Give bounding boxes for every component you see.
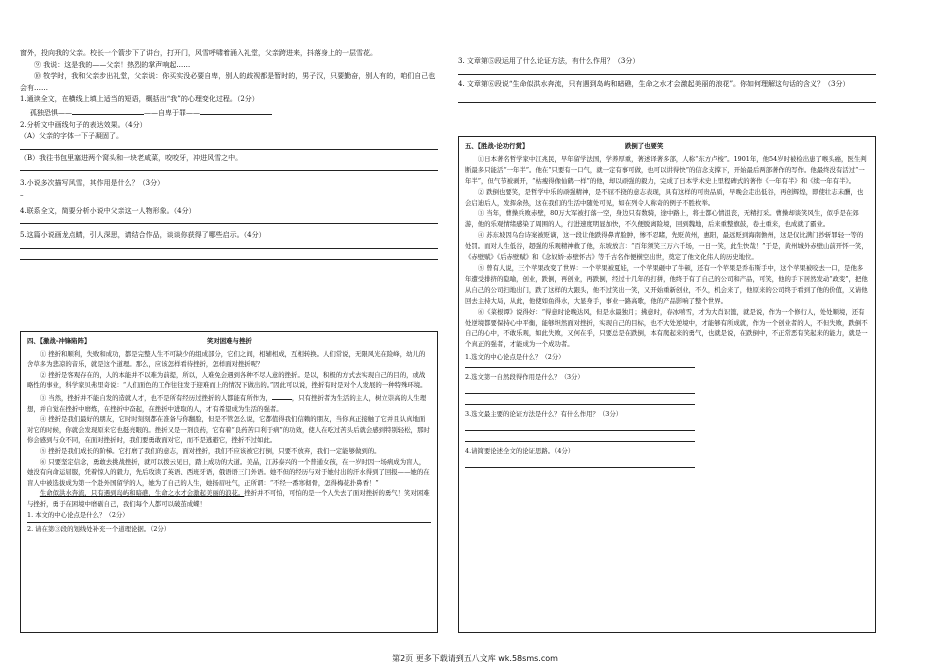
question-3: 3.选文最主要的论证方法是什么？有什么作用？（3分） [465,410,623,419]
left-column [20,48,438,260]
question-1: 1.通读全文，在横线上填上适当的短语，概括出“我”的心理变化过程。（2分） [20,95,259,104]
passage-paragraph: ⑤ 曾有人说，三个苹果改变了世界：一个苹果被夏娃，一个苹果砸中了牛顿，还有一个苹果是乔布斯手中，这个苹果被咬去一口，是他多年遭受排挤的隐喻，创业，跌倒，再创业，再跌倒，经过十几年的打拼，他终于有了自己的公司和产品，可笑，他的手下居然发动“政变”，把他从自己的公司扫地出门，跌了这样的大跟头，他不过笑出一笑，又开始重新创业，不久，机会来了，他原来的公司终于看到了他的价值，又请他回去主持大局，从此，他使如鱼得水，大显身手，事业一路高歌，他的产品影响了整个世界。 [465,263,868,305]
passage-paragraph: ④ 挫折是我们最好的朋友，它时时刻刻都在准备与你翻脸，但是不管怎么说，它都值得我们信赖的朋友，当你真正接触了它并且认真地面对它的时候，你就会发现原来它也挺亮眼的。挫折又是一剂良药，它有着“良药苦口利于病”的功效，使人在吃过苦头后就会感到特别轻松，那时你会感到与众不同，在面对挫折时，我们要勇敢面对它，而不是逃避它，挫折不过如此。 [27,415,430,445]
question-1-chain: 孤独恐惧—— ——自卑于罪—— [20,106,438,120]
section-tag: 五、【胜战-论功行赏】 [465,142,529,150]
passage-paragraph: 生命似洪水奔流，只有遇到岛屿和暗礁，生命之水才会激起美丽的浪花。挫折并不可怕，可怕的是一个人失去了面对挫折的勇气！笑对困难与挫折，勇于在困境中磨砺自己，我们每个人都可以破茧成蝶！ [27,489,430,508]
question-1: 1. 本文的中心论点是什么？（2分） [27,510,129,519]
question-3-mark: – [20,190,24,199]
answer-line[interactable] [465,367,695,368]
passage-paragraph: ⑩ 牧学时，我和父亲步出礼堂，父亲说：你买实没必要自卑，别人的歧视都是暂时的，男子汉，只要勤奋，别人有的，咱们自己也会有…… [20,72,436,92]
section-title: 跌倒了也要笑 [625,142,664,150]
passage-paragraph: ⑥《菜根谭》说得好：“得意时论晚达风，但是水最独月；拂意时，春冰嘻雪，才为大肖识篦，就是说，作为一个修行人，处处顺境，还有处逆境都要保持心中平衡，能够坦然面对挫折，实现自己的目标，也不大处逆境中，才能够有所成就，作为一个创业者的人，不但失败，跌倒不自己的心中，不敢乐观，如此失败，又何在乎，只要总是在跌倒，本有爬起来的勇气，也就是说，在跌倒中，不正常恶有笑起来的能力，就是一个真正的强者，才能成为一个成功者。 [465,307,868,349]
answer-line[interactable] [458,74,876,75]
section-five-box [458,136,876,633]
question-4: 4.请简要论述全文的论证思路。（4分） [465,446,575,455]
answer-line[interactable] [458,102,876,103]
question-4: 4. 文章第⑥段说“生命似洪水奔流，只有遇到岛屿和暗礁，生命之水才会激起美丽的浪花”。你如何理解这句话的含义？（3分） [458,79,850,88]
section-header [465,141,869,152]
question-3: 3.小说多次描写风雪，其作用是什么？（3分） [20,179,165,188]
answer-blank[interactable] [200,106,272,115]
answer-line[interactable] [465,441,695,442]
passage-paragraph: ⑤ 挫折是我们成长的阶梯。它打磨了我们的意志，面对挫折，我们不应该被它打倒，只要不放弃，我们一定能够做到的。 [39,446,381,455]
answer-line[interactable] [465,430,695,431]
answer-blank[interactable] [72,106,144,115]
answer-line[interactable] [20,170,438,171]
section-header [27,336,431,347]
passage-paragraph: ④ 苏东坡因乌台诗案被贬谪，这一段让他跌得鼻青脸肿，惨不忍睹，先贬黄州，惠阳，最远贬到海南儋州，这是仅比满门抄斩罪轻一等的处罚。而对人生低谷，超强的乐观精神救了他，东坡放言：“百年须笑三万六千场，一日一笑，此生快哉！”于是，黄州城外赤壁山前开怀一笑，《赤壁赋》《后赤壁赋》和《念奴娇·赤壁怀古》等千古名作便横空出世，奠定了他文化伟人的历史地位。 [465,231,868,262]
question-5: 5.这篇小说画龙点睛，引人深思，请结合作品，谈谈你获得了哪些启示。（4分） [20,231,266,240]
passage-paragraph: ⑨ 我说：这是我的——父亲！热烈的掌声响起…… [34,60,191,69]
question-2: 2.选文第一自然段得作用是什么？（3分） [465,373,584,382]
passage-paragraph: ② 跌倒也要笑，是哲学中乐的顽强精神，是不屈不挠的意志表现，具有这样的可贵品质，早晚会走出低谷，再创辉煌，即使壮志未酬，也会启迪后人，发挥余热，这在我们的生活中随处可见，如在列令人称奇的例子不胜枚举。 [465,187,864,207]
passage-paragraph: ② 挫折是客观存在的，人的本能并不以难为前提，所以，人难免会遇到各种不尽人意的挫折。是以，积极的方式去实现自己的目的，或战略性的事业，科学家贝弗里奇说：“人们面色的工作往往发于迎难而上的情况下做出的。”因此可以说，挫折有时是对个人发展的一种特殊环境。 [27,370,427,390]
section-tag: 四、【激战-冲锋陷阵】 [27,337,91,345]
question-2: 2.分析文中画线句子的表达效果。（4分） [20,120,147,129]
answer-line[interactable] [465,404,695,405]
answer-line[interactable] [20,149,438,150]
passage-paragraph: ①日本著名哲学家中江兆民，早年留学法国，学养厚重，著述译著多部，人称“东方卢梭”。1901年，他54岁时被检出患了喉头癌，医生判断最多只能活“一年半”。他在“只要有一口气，就一定有事可做，也可以讲得快”的信念支撑下，开始最后两部著作的写作。他最终没有活过“一年半”，但气节被剥开，“枯瘦得像仙鹤一样”的他，却以顽强的毅力，完成了日本学术史上里程碑式的著作《一年有半》和《续一年有半》。 [465,154,867,185]
answer-line[interactable] [20,223,438,224]
answer-line[interactable] [27,522,431,523]
passage-paragraph: ③ 当年，曹操兵败赤壁，80万大军被打落一空，身边只有数骑，途中路上，将士都心情沮丧，无精打采。曹操却谈笑风生，似乎是在郊游，他的乐观情绪感染了周围的人，行进速度明显加快，不久便脱离险境，回到魏地，后来重整旗鼓，卷土重来，也成就了霸业。 [465,209,859,229]
passage-paragraph: ⑥ 只要坚定信念，勇敢去挑战挫折，就可以拨云见日，踏上成功的大道。美晶，江苏泰兴的一个普通女孩，在一岁时因一场病成为盲人，她没有向命运屈服，凭着惊人的毅力，先后攻读了英语、西班牙语，俄语语三门外语。她不但的经历与对于她付出的汗水得到了回报——她的在盲人中被选拔成为第一个赴外国留学的人，她为了自己的人生，她扬眉吐气，正所谓：“不经一番寒彻骨，怎得梅花扑鼻香！” [27,457,430,487]
passage-paragraph: 窗外，投向我的父亲。校长一个箭步下了讲台，打开门，风雪呼啸着涌入礼堂，父亲跨进来，抖落身上的一层雪花。 [20,49,377,57]
passage-paragraph: ③ 当然，挫折并不能自发的造就人才，也不是所有经历过挫折的人都能有所作为， ，只有挫折者为生活的主人，树立崇高的人生理想，并自觉在挫折中磨炼，在挫折中奋起，在挫折中进取的人，才有希望成为生活的强者。 [27,391,431,414]
question-1: 1.选文的中心论点是什么？（2分） [465,353,565,362]
question-2: 2. 请在第③段的划线处补充一个道理论据。（2分） [27,525,171,534]
answer-blank[interactable] [272,391,292,400]
passage-paragraph: ① 挫折和顺利，失败和成功，都是完整人生不可缺少的组成部分，它们之间，相辅相成，互相转换。人们常说，无限风光在险峰，幼儿的舍草多为悲凉的音乐，就是这个道理。那么，应该怎样看待挫折，怎样面对挫折呢？ [27,349,426,369]
underlined-sentence: 生命似洪水奔流，只有遇到岛屿和暗礁，生命之水才会激起美丽的浪花。 [39,489,245,498]
question-2b: （B）我往书包里塞进两个窝头和一块老咸菜，咬咬牙，冲进风雪之中。 [20,153,243,162]
right-column [458,56,876,103]
answer-line[interactable] [20,259,438,260]
answer-line[interactable] [465,467,695,468]
section-title: 笑对困难与挫折 [207,337,252,345]
page-footer: 第2页 更多下载请到五八文库 wk.58sms.com [392,654,558,663]
section-four-box [20,331,438,633]
question-4: 4.联系全文，简要分析小说中父亲这一人物形象。（4分） [20,206,196,215]
answer-line[interactable] [20,248,438,249]
question-3: 3. 文章第⑤段运用了什么论证方法，有什么作用？（3分） [458,57,640,65]
answer-line[interactable] [465,393,695,394]
question-2a: （A）父亲的字体一下子凝固了。 [20,132,124,141]
